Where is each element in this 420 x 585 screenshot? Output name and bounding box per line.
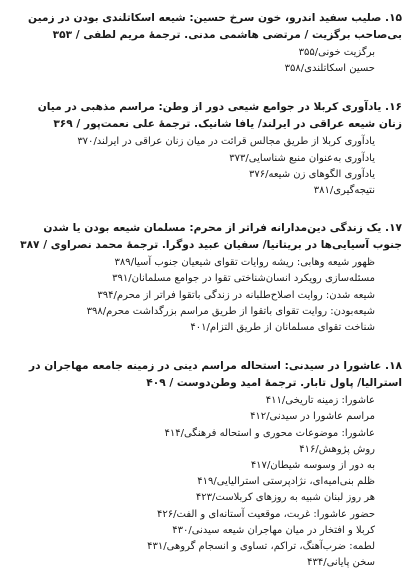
chapter-17 <box>18 220 402 336</box>
section-item: ظهور شیعه وهابی: ریشه روایات تقوای شیعیان جنوب آسیا/۳۸۹ <box>114 257 375 269</box>
section-item: به دور از وسوسه شیطان/۴۱۷ <box>250 460 375 472</box>
section-item: مراسم عاشورا در سیدنی/۴۱۲ <box>250 411 375 423</box>
section-item: یادآوری الگوهای زن شیعه/۳۷۶ <box>249 168 375 180</box>
section-item: عاشورا: زمینه تاریخی/۴۱۱ <box>265 395 375 407</box>
table-of-contents <box>18 10 402 571</box>
chapter-heading: ۱۵. صلیب سفید اندرو، خون سرخ حسین: شیعه اسکاتلندی بودن در زمین بی‌صاحب برگزیت / مرتضی هاشمی مدنی. ترجمهٔ مریم لطفی / ۳۵۳ <box>28 12 402 41</box>
section-item: هر روز لبنان شبیه به روزهای کربلاست/۴۲۳ <box>195 492 375 504</box>
section-item: شیعه‌بودن: روایت تقوای باتقوا از طریق مراسم بزرگداشت محرم/۳۹۸ <box>86 305 375 317</box>
section-list <box>18 45 402 77</box>
section-item: روش پژوهش/۴۱۶ <box>299 443 375 455</box>
section-item: یادآوری به‌عنوان منبع شناسایی/۳۷۳ <box>229 152 375 164</box>
section-item: شناخت تقوای مسلمانان از طریق التزام/۴۰۱ <box>190 322 375 334</box>
section-item: مسئله‌سازی رویکرد انسان‌شناختی تقوا در جوامع مسلمانان/۳۹۱ <box>112 273 375 285</box>
section-item: نتیجه‌گیری/۳۸۱ <box>313 185 375 197</box>
section-item: کربلا و افتخار در میان مهاجران شیعه سیدنی/۴۳۰ <box>172 524 375 536</box>
section-item: یادآوری کربلا از طریق مجالس قرائت در میان زنان عراقی در ایرلند/۳۷۰ <box>77 136 375 148</box>
section-item: حسین اسکاتلندی/۳۵۸ <box>284 63 375 75</box>
chapter-heading: ۱۷. یک زندگی دین‌مدارانه فراتر از محرم: مسلمان شیعه بودن یا شدن جنوب آسیایی‌ها در بریتانیا/ سفیان عبید دوگرا. ترجمهٔ محمد نصراوی / ۳۸۷ <box>20 222 402 252</box>
chapter-15 <box>18 10 402 77</box>
section-item: شیعه شدن: روایت اصلاح‌طلبانه در زندگی باتقوا فراتر از محرم/۳۹۴ <box>97 289 375 301</box>
section-item: سخن پایانی/۴۳۴ <box>307 557 375 569</box>
section-list <box>18 134 402 199</box>
section-list <box>18 393 402 571</box>
section-item: برگزیت خونی/۳۵۵ <box>298 47 375 58</box>
section-item: حضور عاشورا: غربت، موقعیت آستانه‌ای و الفت/۴۲۶ <box>157 508 375 520</box>
section-item: لطمه: ضرب‌آهنگ، تراکم، تساوی و انسجام گروهی/۴۳۱ <box>147 541 375 553</box>
section-list <box>18 255 402 336</box>
chapter-heading: ۱۶. یادآوری کربلا در جوامع شیعی دور از وطن: مراسم مذهبی در میان زنان شیعه عراقی در ایرلند/ یافا شانیک. ترجمهٔ علی نعمت‌پور / ۳۶۹ <box>37 101 402 131</box>
section-item: ظلم بنی‌امیه‌ای، نژادپرستی استرالیایی/۴۱۹ <box>197 476 375 488</box>
chapter-18 <box>18 358 402 571</box>
section-item: عاشورا: موضوعات محوری و استحاله فرهنگی/۴۱۴ <box>164 427 375 439</box>
chapter-heading: ۱۸. عاشورا در سیدنی: استحاله مراسم دینی در زمینه جامعه مهاجران در استرالیا/ پاول تابار. ترجمهٔ امید وطن‌دوست / ۴۰۹ <box>28 360 402 390</box>
chapter-16 <box>18 99 402 199</box>
